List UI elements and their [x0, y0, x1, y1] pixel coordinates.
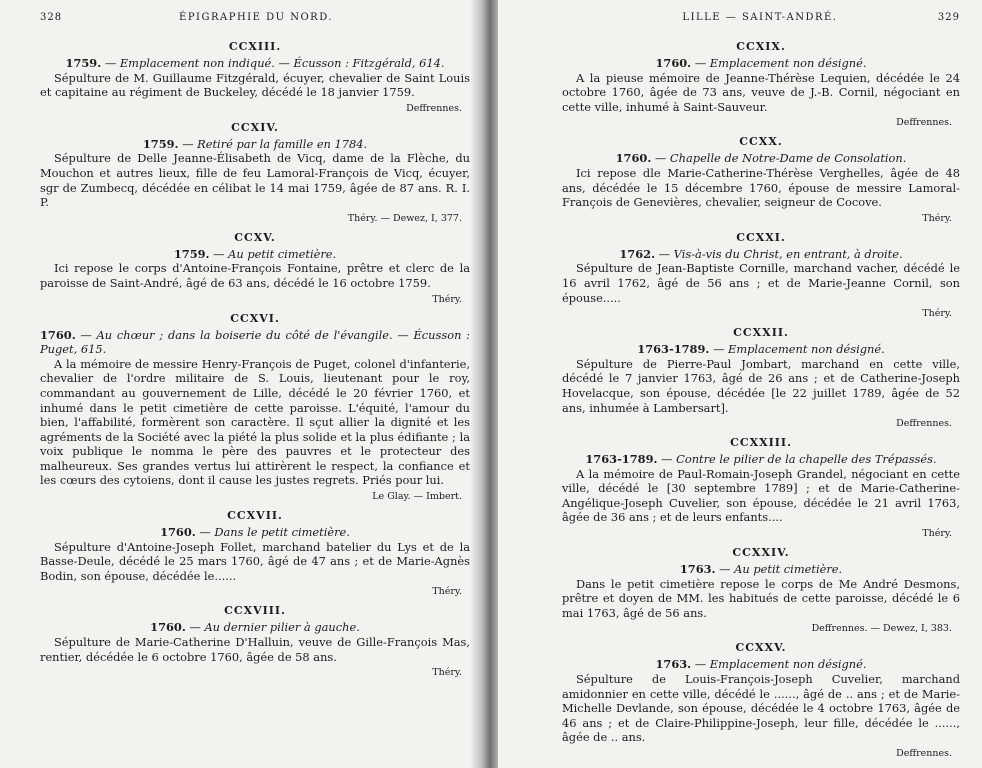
entry-number: CCXXIII. [730, 436, 792, 450]
entry-ccxxiii [562, 436, 960, 540]
entry-ccxix [562, 40, 960, 129]
entry-ccxviii [40, 604, 470, 679]
entry-heading: 1760. — Au chœur ; dans la boiserie du côté de l'évangile. — Écusson : Puget, 615. [40, 327, 470, 357]
entry-heading: 1760. — Emplacement non désigné. [655, 56, 867, 70]
entry-text: A la mémoire de Paul-Romain-Joseph Grandel, négociant en cette ville, décédé le [30 septembre 1789] ; et de Marie-Catherine-Angélique-Joseph Cuvelier, son épouse, décédée le 21 avril 1763, âgée de 36 ans ; et de leurs enfants.... [562, 466, 960, 525]
entry-number: CCXXIV. [732, 546, 790, 560]
entry-ccxxi [562, 231, 960, 320]
entry-source: Théry. [432, 667, 462, 679]
entry-source: Théry. [922, 528, 952, 540]
entry-source: Deffrennes. [896, 418, 952, 430]
entry-number: CCXVII. [227, 509, 283, 523]
entry-heading: 1763-1789. — Contre le pilier de la chapelle des Trépassés. [585, 452, 937, 467]
entry-number: CCXXV. [735, 641, 787, 655]
entry-ccxiii [40, 40, 470, 115]
entry-source: Le Glay. — Imbert. [372, 491, 462, 503]
entry-text: Ici repose le corps d'Antoine-François Fontaine, prêtre et clerc de la paroisse de Saint-André, âgé de 63 ans, décédé le 16 octobre 1759. [40, 261, 470, 290]
entry-number: CCXIX. [736, 40, 786, 53]
page-number: 328 [40, 12, 63, 23]
entry-ccxxiv [562, 546, 960, 635]
running-title: ÉPIGRAPHIE DU NORD. [179, 12, 334, 23]
entry-heading: 1763. — Au petit cimetière. [679, 562, 843, 577]
entry-number: CCXX. [739, 135, 783, 149]
entry-text: Sépulture de Marie-Catherine D'Halluin, veuve de Gille-François Mas, rentier, décédée le 6 octobre 1760, âgée de 58 ans. [40, 635, 470, 664]
entry-text: Ici repose dle Marie-Catherine-Thérèse Verghelles, âgée de 48 ans, décédée le 15 décembre 1760, épouse de messire Lamoral-François de Genevières, chevalier, seigneur de Cocove. [562, 165, 960, 210]
entry-heading: 1762. — Vis-à-vis du Christ, en entrant, à droite. [619, 246, 903, 261]
entry-ccxvi [40, 312, 470, 504]
entry-text: Sépulture de Delle Jeanne-Élisabeth de Vicq, dame de la Flèche, du Mouchon et autres lieux, fille de feu Lamoral-François de Vicq, écuyer, sgr de Zumbecq, décédée en célibat le 14 mai 1759, âgée de 87 ans. R. I. P. [40, 151, 470, 210]
running-header [40, 12, 470, 34]
entry-number: CCXVIII. [224, 604, 286, 618]
entry-heading: 1759. — Retiré par la famille en 1784. [142, 136, 368, 151]
entry-number: CCXXI. [736, 230, 786, 244]
entry-text: Sépulture de M. Guillaume Fitzgérald, écuyer, chevalier de Saint Louis et capitaine au régiment de Buckeley, décédé le 18 janvier 1759. [40, 70, 470, 100]
entry-source: Deffrennes. — Dewez, I, 383. [811, 623, 952, 635]
entry-ccxiv [40, 121, 470, 225]
entry-ccxx [562, 135, 960, 224]
entry-text: Sépulture de Jean-Baptiste Cornille, marchand vacher, décédé le 16 avril 1762, âgé de 56 ans ; et de Marie-Jeanne Cornil, son épouse..... [562, 261, 960, 305]
entry-heading: 1760. — Dans le petit cimetière. [160, 525, 350, 540]
entry-number: CCXIII. [228, 40, 282, 53]
left-page [0, 0, 484, 768]
entry-ccxxv [562, 641, 960, 760]
entry-text: Sépulture d'Antoine-Joseph Follet, marchand batelier du Lys et de la Basse-Deule, décédé le 25 mars 1760, âgé de 47 ans ; et de Marie-Agnès Bodin, son épouse, décédée le...... [40, 539, 470, 583]
entry-source: Théry. — Dewez, I, 377. [347, 212, 462, 224]
entry-text: Sépulture de Louis-François-Joseph Cuvelier, marchand amidonnier en cette ville, décédé le ......, âgé de .. ans ; et de Marie-Michelle Devlande, son épouse, décédée le 4 octobre 1763, âgée de 46 ans ; et de Claire-Philippine-Joseph, leur fille, décédée le ......, âgée de .. ans. [562, 672, 960, 745]
entry-source: Théry. [922, 308, 952, 320]
right-page [498, 0, 982, 768]
entry-number: CCXXII. [733, 326, 789, 340]
entry-number: CCXVI. [230, 311, 280, 325]
entry-number: CCXIV. [231, 120, 279, 134]
entry-source: Théry. [922, 212, 952, 224]
entry-heading: 1759. — Emplacement non indiqué. — Écusson : Fitzgérald, 614. [65, 56, 445, 70]
page-number: 329 [937, 12, 960, 23]
entry-text: Dans le petit cimetière repose le corps de Me André Desmons, prêtre et doyen de MM. les habitués de cette paroisse, décédé le 6 mai 1763, âgé de 56 ans. [562, 576, 960, 620]
entry-ccxvii [40, 509, 470, 598]
entry-heading: 1763. — Emplacement non désigné. [655, 657, 867, 672]
entry-source: Deffrennes. [896, 748, 952, 759]
entry-ccxv [40, 231, 470, 306]
entry-number: CCXV. [234, 230, 276, 244]
entry-heading: 1760. — Au dernier pilier à gauche. [150, 620, 360, 635]
entry-heading: 1760. — Chapelle de Notre-Dame de Consolation. [615, 151, 907, 166]
entry-source: Deffrennes. [406, 102, 462, 114]
entry-ccxxii [562, 326, 960, 430]
running-title: LILLE — SAINT-ANDRÉ. [682, 12, 838, 23]
entry-source: Théry. [432, 586, 462, 598]
entry-text: A la pieuse mémoire de Jeanne-Thérèse Lequien, décédée le 24 octobre 1760, âgée de 73 ans, veuve de J.-B. Cornil, négociant en cette ville, inhumé à Saint-Sauveur. [562, 70, 960, 114]
entry-text: Sépulture de Pierre-Paul Jombart, marchand en cette ville, décédé le 7 janvier 1763, âgé de 26 ans ; et de Catherine-Joseph Hovelacque, son épouse, décédée [le 22 juillet 1789, âgée de 52 ans, inhumée à Lambersart]. [562, 356, 960, 415]
entry-source: Théry. [432, 293, 462, 305]
running-header [562, 12, 960, 34]
entry-text: A la mémoire de messire Henry-François de Puget, colonel d'infanterie, chevalier de l'ordre militaire de S. Louis, lieutenant pour le roy, commandant au gouvernement de Lille, décédé le 20 février 1760, et inhumé dans le petit cimetière de cette paroisse. L'équité, l'amour du bien, l'affabilité, formèrent son caractère. Il sçut allier la dignité et les agréments de la Société avec la piété la plus solide et la plus édifiante ; la voix publique le nomma le père des pauvres et le protecteur des malheureux. Ses grandes vertus lui attirèrent le respect, la confiance et les cœurs des cytoiens, dont il cause les justes regrets. Priés pour lui. [40, 356, 470, 488]
entry-source: Deffrennes. [896, 117, 952, 129]
entry-heading: 1763-1789. — Emplacement non désigné. [637, 342, 885, 357]
entry-heading: 1759. — Au petit cimetière. [173, 246, 337, 261]
